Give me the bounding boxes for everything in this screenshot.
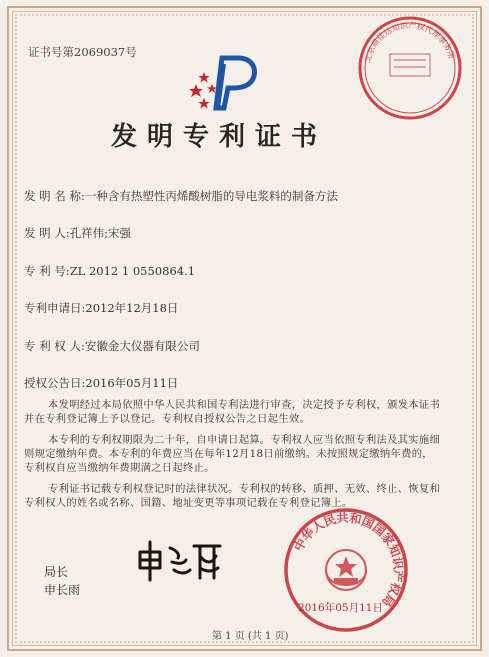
- field-row-inventor: [24, 225, 131, 241]
- field-value: 孔祥伟;宋强: [69, 226, 132, 240]
- seal-text: 中华人民共和国国家知识产权局: [291, 510, 406, 610]
- paragraph-line: 本发明经过本局依照中华人民共和国专利法进行审查，决定授予专利权，颁发本证书: [48, 399, 441, 411]
- field-value: 一种含有热塑性丙烯酸树脂的导电浆料的制备方法: [84, 189, 338, 203]
- field-value: ZL 2012 1 0550864.1: [69, 264, 196, 278]
- field-row-grant-date: [24, 375, 178, 391]
- field-label: 授权公告日:: [24, 376, 86, 390]
- certificate-title: 发明专利证书: [111, 122, 328, 152]
- agency-stamp: [354, 12, 466, 124]
- paragraph-line: 本专利的专利权期限为二十年，自申请日起算。专利权人应当依照专利法及其实施细: [48, 434, 441, 446]
- field-row-patentee: [24, 338, 200, 354]
- field-label: 专利申请日:: [24, 301, 86, 315]
- director-signature: [134, 534, 224, 584]
- field-value: 2016年05月11日: [85, 376, 179, 390]
- paragraph-line: 则规定缴纳年费。本专利的年费应当在每年12月18日前缴纳。未按照规定缴纳年费的，: [24, 448, 433, 460]
- signature-name: 申长雨: [44, 583, 81, 597]
- field-value: 安徽金大仪器有限公司: [84, 339, 200, 353]
- paragraph-line: 专利权人的姓名或名称、国籍、地址变更等事项记载在专利登记簿上。: [24, 497, 353, 509]
- field-label: 发 明 名 称:: [24, 189, 85, 203]
- field-row-patent-number: [24, 263, 195, 279]
- svg-text:北京鼎佳达知识产权代理事务所: [362, 20, 457, 64]
- patent-office-logo-icon: [188, 54, 260, 112]
- field-label: 发 明 人:: [24, 226, 70, 240]
- seal-date: 2016年05月11日: [298, 602, 383, 614]
- field-label: 专 利 号:: [24, 264, 70, 278]
- field-row-filing-date: [24, 300, 178, 316]
- certificate-number: 证书号第2069037号: [28, 45, 137, 59]
- page-footer: 第 1 页 (共 1 页): [212, 631, 289, 642]
- field-value: 2012年12月18日: [85, 301, 179, 315]
- field-label: 专 利 权 人:: [24, 339, 85, 353]
- field-row-name: [24, 188, 338, 204]
- paragraph-line: 专利权自应当缴纳年费期满之日起终止。: [24, 462, 215, 474]
- signature-title: 局长: [44, 565, 69, 579]
- paragraph-line: 专利证书记载专利权登记时的法律状况。专利权的转移、质押、无效、终止、恢复和: [48, 483, 441, 495]
- agency-stamp-text: 北京鼎佳达知识产权代理事务所: [363, 20, 456, 64]
- paragraph-line: 并在专利登记簿上予以登记。专利权自授权公告之日起生效。: [24, 413, 311, 425]
